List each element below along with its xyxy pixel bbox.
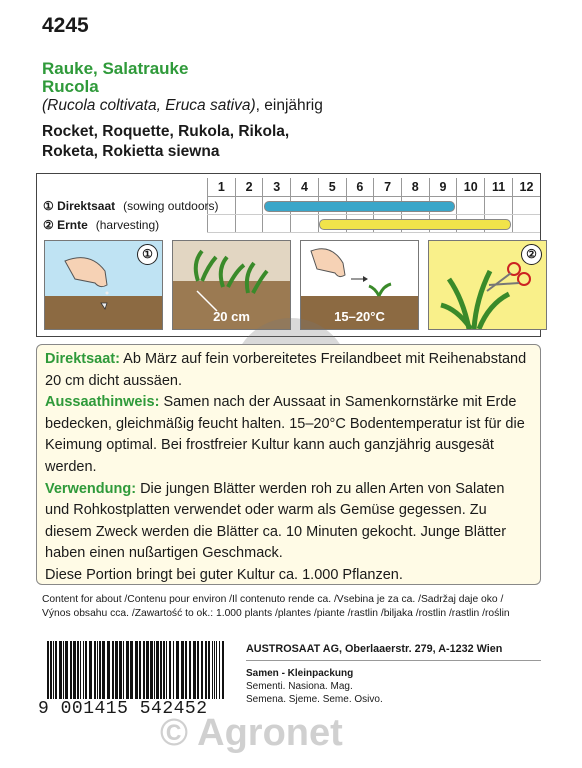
instructions-box	[36, 344, 541, 585]
harvest-label-main: ② Ernte	[43, 218, 88, 232]
harvest-period-bar	[319, 219, 510, 230]
verwendung-key: Verwendung:	[45, 480, 137, 497]
harvest-label	[43, 218, 159, 232]
sowing-period-bar	[264, 201, 455, 212]
content-line-2: Výnos obsahu cca. /Zawartość to ok.: 1.000 plants /plantes /piante /rastlin /biljaka /rostlin /rastlin /roślin	[42, 608, 510, 619]
sowing-calendar	[36, 173, 541, 337]
illustration-germination	[300, 240, 419, 330]
step-badge-1: ①	[137, 244, 158, 265]
product-name-it: Rucola	[42, 77, 99, 96]
direktsaat-text: Ab März auf fein vorbereitetes Freilandbeet mit Reihenabstand 20 cm dicht aussäen.	[45, 351, 527, 389]
verwendung-text: Die jungen Blätter werden roh zu allen Arten von Salaten und Rohkostplatten verwendet oder warm als Gemüse gegessen. Zu diesem Zweck werden die Blätter ca. 10 Minuten gekocht. Junge Blätter haben einen nußartigen Geschmack.	[45, 480, 507, 562]
month-header: 5	[318, 178, 346, 197]
illustration-harvest	[428, 240, 547, 330]
sowing-label	[43, 199, 219, 213]
article-number: 4245	[42, 14, 89, 37]
pack-translations	[246, 681, 383, 706]
hinweis-text: Samen nach der Aussaat in Samenkornstärke mit Erde bedecken, gleichmäßig feucht halten. 15–20°C Bodentemperatur ist für die Keimung optimal. Bei frostfreier Kultur kann auch ganzjährig ausgesät werden.	[45, 394, 525, 475]
spacing-caption: 20 cm	[213, 309, 250, 324]
month-header: 11	[485, 178, 513, 197]
month-header: 4	[291, 178, 319, 197]
month-header: 8	[401, 178, 429, 197]
verwendung-paragraph	[45, 479, 532, 565]
hinweis-key: Aussaathinweis:	[45, 394, 160, 411]
sowing-label-sub: (sowing outdoors)	[123, 199, 219, 213]
content-line-1: Content for about /Contenu pour environ /Il contenuto rende ca. /Vsebina je za ca. /Sadržaj daje oko /	[42, 594, 504, 605]
watermark-text: © Agronet	[160, 712, 343, 754]
latin-suffix: , einjährig	[255, 97, 323, 114]
divider	[246, 660, 541, 661]
pack-line-2: Semena. Sjeme. Seme. Osivo.	[246, 693, 383, 705]
month-header: 12	[513, 178, 541, 197]
month-header: 10	[457, 178, 485, 197]
company-address: AUSTROSAAT AG, Oberlaaerstr. 279, A-1232 Wien	[246, 643, 503, 655]
hinweis-paragraph	[45, 392, 532, 478]
month-header: 3	[263, 178, 291, 197]
month-header: 9	[429, 178, 457, 197]
sowing-label-main: ① Direktsaat	[43, 199, 116, 213]
latin-name	[42, 97, 323, 115]
step-badge-2: ②	[521, 244, 542, 265]
barcode-image	[45, 641, 227, 701]
month-header: 6	[346, 178, 374, 197]
barcode-number: 9 001415 542452	[38, 699, 208, 719]
latin-name-italic: (Rucola coltivata, Eruca sativa)	[42, 97, 256, 114]
pack-line-1: Sementi. Nasiona. Mag.	[246, 681, 353, 692]
illustration-spacing	[172, 240, 291, 330]
direktsaat-paragraph	[45, 349, 532, 392]
illustration-sowing	[44, 240, 163, 330]
month-header: 1	[208, 178, 236, 197]
alt-names-1: Rocket, Roquette, Rukola, Rikola,	[42, 123, 290, 140]
month-header-row	[208, 178, 541, 197]
alt-names-2: Roketa, Rokietta siewna	[42, 143, 220, 160]
month-header: 7	[374, 178, 402, 197]
temperature-caption: 15–20°C	[334, 309, 385, 324]
month-header: 2	[235, 178, 263, 197]
content-statement	[42, 593, 552, 621]
portion-paragraph: Diese Portion bringt bei guter Kultur ca. 1.000 Pflanzen.	[45, 566, 403, 583]
pack-title: Samen - Kleinpackung	[246, 668, 354, 679]
direktsaat-key: Direktsaat:	[45, 351, 120, 367]
product-name-de: Rauke, Salatrauke	[42, 59, 189, 78]
harvest-label-sub: (harvesting)	[95, 218, 160, 232]
